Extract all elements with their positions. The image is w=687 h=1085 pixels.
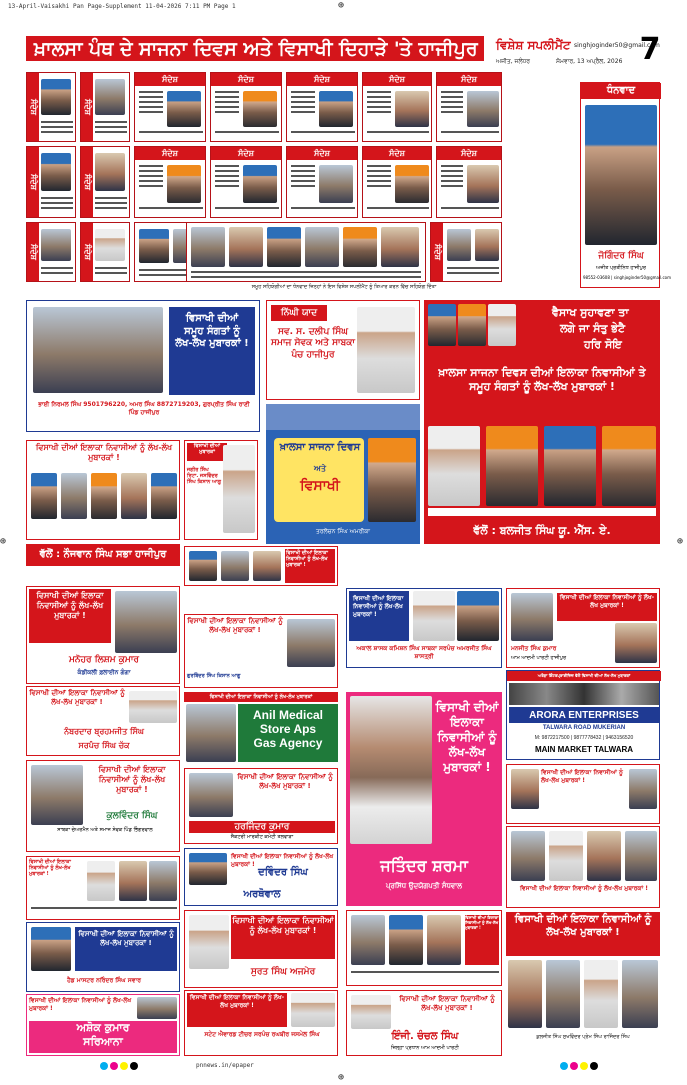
ad7-body: ਵਿਸਾਖੀ ਦੀਆਂ ਇਲਾਕਾ ਨਿਵਾਸੀਆਂ ਨੂੰ ਲੱਖ-ਲੱਖ ਮੁਬਾਰਕਾਂ ! — [29, 589, 111, 643]
ad7-name: ਮਨੋਹਰ ਲਿਸ਼ਮ ਕੁਮਾਰ — [68, 655, 140, 665]
sandesh-card — [134, 146, 206, 218]
ad5-tag: ਵਿਸਾਖੀ ਦੀਆਂ ਮੁਬਾਰਕਾਂ — [187, 443, 227, 461]
sandesh-card — [26, 222, 76, 282]
ad16-name: ਹੈਡ ਮਾਸਟਰ ਨਰਿੰਦਰ ਸਿੰਘ ਸਵਾਰ — [67, 977, 141, 984]
arora-sub: TALWARA ROAD MUKERIAN — [542, 725, 626, 731]
ad21-body: ਵਿਸਾਖੀ ਦੀਆਂ ਇਲਾਕਾ ਨਿਵਾਸੀਆਂ ਨੂੰ ਲੱਖ-ਲੱਖ ਮੁਬਾਰਕਾਂ ! — [506, 912, 660, 956]
ad11-name: ਨੰਬਰਦਾਰ ਬ੍ਰਹਮਜੀਤ ਸਿੰਘ — [64, 727, 144, 736]
ashok-name2: ਸਰਿਆਨਾ — [83, 1035, 123, 1048]
ad3-body: ਖ਼ਾਲਸਾ ਸਾਜਨਾ ਦਿਵਸ ਦੀਆਂ ਇਲਾਕਾ ਨਿਵਾਸੀਆਂ ਤੇ ਸਮੂਹ ਸੰਗਤਾਂ ਨੂੰ ਲੱਖ-ਲੱਖ ਮੁਬਾਰਕਾਂ ! — [438, 366, 646, 393]
sandesh-grid — [26, 72, 502, 298]
ad12-name: ਮਨਜੀਤ ਸਿੰਘ ਕੁਮਾਰ — [511, 645, 557, 652]
ad-gurbinder — [184, 614, 338, 688]
ad19-body: ਵਿਸਾਖੀ ਦੀਆਂ ਇਲਾਕਾ ਨਿਵਾਸੀਆਂ ਨੂੰ ਲੱਖ-ਲੱਖ ਮੁਬਾਰਕਾਂ ! — [187, 993, 287, 1027]
sandesh-vertical-label: ਸੰਦੇਸ਼ — [27, 223, 39, 281]
reporter-photo — [585, 105, 657, 245]
footer-line: pnnews.in/epaper — [196, 1062, 254, 1069]
sandesh-card — [286, 146, 358, 218]
harjinder-name: ਹਰਜਿੰਦਰ ਕੁਮਾਰ — [189, 821, 335, 833]
ad14-body: ਵਿਸਾਖੀ ਦੀਆਂ ਇਲਾਕਾ ਨਿਵਾਸੀਆਂ ਨੂੰ ਲੱਖ-ਲੱਖ ਮੁਬਾਰਕਾਂ ! — [29, 859, 71, 877]
ad16-body: ਵਿਸਾਖੀ ਦੀਆਂ ਇਲਾਕਾ ਨਿਵਾਸੀਆਂ ਨੂੰ ਲੱਖ-ਲੱਖ ਮੁਬਾਰਕਾਂ ! — [75, 927, 177, 971]
registration-mark-icon: ⊕ — [0, 536, 7, 547]
ad12-body: ਵਿਸਾਖੀ ਦੀਆਂ ਇਲਾਕਾ ਨਿਵਾਸੀਆਂ ਨੂੰ ਲੱਖ-ਲੱਖ ਮੁਬਾਰਕਾਂ ! — [557, 593, 657, 621]
ashok-body: ਵਿਸਾਖੀ ਦੀਆਂ ਇਲਾਕਾ ਨਿਵਾਸੀਆਂ ਨੂੰ ਲੱਖ-ਲੱਖ ਮੁਬਾਰਕਾਂ ! — [29, 997, 132, 1012]
ad-chanchal-singh — [346, 990, 502, 1056]
supplement-title: ਵਿਸ਼ੇਸ਼ ਸਪਲੀਮੈਂਟ — [496, 38, 571, 52]
sandesh-vertical-label: ਸੰਦੇਸ਼ — [81, 73, 93, 141]
kuldevinder-body: ਵਿਸਾਖੀ ਦੀਆਂ ਇਲਾਕਾ ਨਿਵਾਸੀਆਂ ਨੂੰ ਲੱਖ-ਲੱਖ ਮੁਬਾਰਕਾਂ ! — [98, 765, 166, 794]
ad1-title: ਵਿਸਾਖੀ ਦੀਆਂ ਸਮੂਹ ਸੰਗਤਾਂ ਨੂੰ ਲੱਖ-ਲੱਖ ਮੁਬਾਰਕਾਂ ! — [169, 307, 255, 395]
arora-address: MAIN MARKET TALWARA — [534, 745, 634, 754]
ad-state-award-teacher — [184, 990, 338, 1056]
ad3-line2: ਲਗੇ ਜਾ ਸੰਤੁ ਭੇਟੈ — [560, 322, 626, 335]
registration-dot-icon — [580, 1062, 588, 1070]
arora-name: ARORA ENTERPRISES — [509, 707, 659, 723]
ad2-body: ਸਵ. ਸ. ਦਲੀਪ ਸਿੰਘ ਸਮਾਜ ਸੇਵਕ ਅਤੇ ਸਾਬਕਾ ਪੰਚ ਹਾਜੀਪੁਰ — [271, 327, 355, 360]
anil-line1: Anil Medical — [252, 708, 323, 722]
ad-vaisakhi-tag — [184, 440, 258, 540]
sandesh-label: ਸੰਦੇਸ਼ — [287, 147, 357, 160]
sandesh-label: ਸੰਦੇਸ਼ — [437, 73, 501, 86]
sandesh-label: ਸੰਦੇਸ਼ — [135, 73, 205, 86]
ad-group-left — [26, 856, 180, 920]
ad3-footer: ਵੱਲੋਂ : ਬਲਜੀਤ ਸਿੰਘ ਯੂ. ਐੱਸ. ਏ. — [473, 524, 611, 537]
ad-davinder — [184, 848, 338, 906]
sandesh-card — [210, 146, 282, 218]
ad-arora-enterprises — [506, 670, 660, 760]
ad-naujawan-sabha — [26, 440, 180, 540]
ad-khalsa-sajna — [266, 404, 420, 544]
ad-group-middle — [346, 910, 502, 986]
ad13-name2: ਅਰਥੋਵਾਲ — [243, 889, 281, 900]
sandesh-label: ਸੰਦੇਸ਼ — [135, 147, 205, 160]
ad12-role: ਆਮ ਆਦਮੀ ਪਾਰਟੀ ਹਾਜੀਪੁਰ — [511, 655, 567, 661]
ad10-names: ਗੁਰਬਿੰਦਰ ਸਿੰਘ ਕਿਸਾਨ ਆਗੂ — [187, 673, 241, 679]
anil-line2: Store Aps — [259, 722, 317, 736]
reporter-contact: 98552-03608 | singhjoginder50@gmail.com — [583, 275, 671, 280]
ad7-role: ਕੰਡੀਕਲੀ ਫ਼ਲਾਈਨ ਗੰਗਾ — [77, 669, 131, 676]
ad6-title: ਖ਼ਾਲਸਾ ਸਾਜਨਾ ਦਿਵਸ — [279, 442, 361, 453]
registration-dot-icon — [560, 1062, 568, 1070]
ad6-footer: ਤਰਲੋਚਨ ਸਿੰਘ ਅਮਰੀਕਾ — [315, 528, 371, 535]
ad15-body: ਵਿਸਾਖੀ ਦੀਆਂ ਇਲਾਕਾ ਨਿਵਾਸੀਆਂ ਨੂੰ ਲੱਖ-ਲੱਖ ਮੁਬਾਰਕਾਂ ! — [519, 885, 649, 892]
ad6-word: ਵਿਸਾਖੀ — [300, 478, 340, 494]
ad4-footer: ਵੱਲੋਂ : ਨੌਜਵਾਨ ਸਿੰਘ ਸਭਾ ਹਾਜੀਪੁਰ — [26, 544, 180, 566]
ashok-name1: ਅਸ਼ੋਕ ਕੁਮਾਰ — [76, 1021, 130, 1034]
registration-dot-icon — [590, 1062, 598, 1070]
sandesh-label: ਸੰਦੇਸ਼ — [287, 73, 357, 86]
ad-vaisakhi-group — [26, 300, 260, 432]
reporter-role: ਅਜੀਤ ਪ੍ਰਤੀਨਿਧ ਹਾਜੀਪੁਰ — [596, 265, 646, 271]
sandesh-card — [362, 72, 432, 142]
ad-narinder-singh — [26, 922, 180, 992]
arora-header: ਅਰੋੜਾ ਇੰਟਰਪ੍ਰਾਈਜ਼ਿਜ਼ ਵੱਲੋਂ ਵਿਸਾਖੀ ਦੀਆਂ ਲੱਖ-ਲੱਖ ਮੁਬਾਰਕਾਂ — [507, 671, 661, 681]
registration-mark-icon: ⊕ — [338, 1072, 345, 1083]
registration-mark-icon: ⊕ — [338, 0, 345, 11]
ad-surat-singh — [184, 910, 338, 988]
ad-right-greeting — [506, 764, 660, 824]
registration-dot-icon — [100, 1062, 108, 1070]
supplement-info — [490, 36, 660, 72]
ad-brahmjit — [26, 686, 180, 756]
ad8-body: ਵਿਸਾਖੀ ਦੀਆਂ ਇਲਾਕਾ ਨਿਵਾਸੀਆਂ ਨੂੰ ਲੱਖ-ਲੱਖ ਮੁਬਾਰਕਾਂ ! — [285, 549, 335, 583]
sandesh-card — [26, 72, 76, 142]
sandesh-vertical-label: ਸੰਦੇਸ਼ — [27, 147, 39, 217]
ad11-role: ਸਰਪੰਚ ਸਿੰਘ ਚੱਕ — [78, 741, 130, 750]
sandesh-card — [210, 72, 282, 142]
anil-box — [238, 704, 338, 762]
registration-dot-icon — [130, 1062, 138, 1070]
dhanvad-box — [580, 82, 671, 288]
ad-jatinder-sharma — [346, 692, 502, 906]
sandesh-card — [80, 146, 130, 218]
ad3-line1: ਵੈਸਾਖ ਸੁਹਾਵਣਾ ਤਾ — [552, 306, 629, 319]
ad1-footer: ਭਾਈ ਨਿਰਮਲ ਸਿੰਘ 9501796220, ਅਮਰ ਸਿੰਘ 8872719203, ਗੁਰਪ੍ਰੀਤ ਸਿੰਘ ਰਾਣੀ ਪਿੰਡ ਹਾਜੀਪੁਰ — [38, 401, 250, 416]
ad9-names: ਅਕਾਲ ਸ਼ਾਸਕ ਕਮਿਸ਼ਨ ਸਿੰਘ ਸਾਬਕਾ ਸਰਪੰਚ ਅਮਰਜੀਤ ਸਿੰਘ ਸ਼ਾਸਤ੍ਰੀ — [356, 645, 492, 660]
page-number: 7 — [639, 32, 661, 67]
sandesh-card — [436, 146, 502, 218]
sandesh-label: ਸੰਦੇਸ਼ — [363, 73, 431, 86]
sandesh-card — [134, 72, 206, 142]
sandesh-card — [26, 146, 76, 218]
issue-date: ਸੋਮਵਾਰ, 13 ਅਪ੍ਰੈਲ, 2026 — [556, 58, 623, 65]
ad-manjit — [506, 588, 660, 668]
ad19-footer: ਸਟੇਟ ਐਵਾਰਡ ਟੀਚਰ ਸਰਪੰਚ ਰਘਬੀਰ ਜਸਮੇਲ ਸਿੰਘ — [204, 1031, 320, 1038]
kuldevinder-role: ਸਾਬਕਾ ਚੇਅਰਮੈਨ ਅਤੇ ਸਮਾਜ ਸੇਵਕ ਪਿੰਡ ਭਿੰਗਰਵਾਲ — [57, 827, 153, 833]
issue-place: ਅਜੀਤ, ਜਲੰਧਰ — [496, 58, 531, 65]
ad-manohar — [26, 586, 180, 684]
sandesh-card — [362, 146, 432, 218]
reporter-email: singhjoginder50@gmail.com — [574, 42, 660, 49]
anil-line3: Gas Agency — [253, 736, 323, 750]
sandesh-label: ਸੰਦੇਸ਼ — [437, 147, 501, 160]
page-headline: ਖ਼ਾਲਸਾ ਪੰਥ ਦੇ ਸਾਜਨਾ ਦਿਵਸ ਅਤੇ ਵਿਸਾਖੀ ਦਿਹਾੜੇ 'ਤੇ ਹਾਜੀਪੁਰ — [34, 37, 478, 60]
ad20-name: ਇੰਜੀ. ਚੰਚਲ ਸਿੰਘ — [391, 1031, 459, 1042]
ad10-body: ਵਿਸਾਖੀ ਦੀਆਂ ਇਲਾਕਾ ਨਿਵਾਸੀਆਂ ਨੂੰ ਲੱਖ-ਲੱਖ ਮੁਬਾਰਕਾਂ ! — [187, 617, 283, 634]
sandesh-label: ਸੰਦੇਸ਼ — [211, 147, 281, 160]
sandesh-label: ਸੰਦੇਸ਼ — [363, 147, 431, 160]
ad21-names: ਕੁਲਜੀਤ ਸਿੰਘ ਸੁਖਵਿੰਦਰ ਪ੍ਰੇਮ ਸਿੰਘ ਰਾਜਿੰਦਰ ਸਿੰਘ — [536, 1034, 630, 1040]
registration-mark-icon: ⊕ — [677, 536, 684, 547]
ad-group-right — [506, 826, 660, 908]
ad13-name1: ਦਵਿੰਦਰ ਸਿੰਘ — [258, 867, 308, 878]
ad-anil-medical — [184, 692, 338, 766]
ad2-tag: ਨਿੱਘੀ ਯਾਦ — [271, 305, 327, 321]
registration-dot-icon — [570, 1062, 578, 1070]
ad9-body: ਵਿਸਾਖੀ ਦੀਆਂ ਇਲਾਕਾ ਨਿਵਾਸੀਆਂ ਨੂੰ ਲੱਖ-ਲੱਖ ਮੁਬਾਰਕਾਂ ! — [349, 591, 409, 641]
jatinder-name: ਜਤਿੰਦਰ ਸ਼ਰਮਾ — [380, 856, 468, 875]
dhanvad-label: ਧੰਨਵਾਦ — [581, 83, 661, 99]
sandesh-label: ਸੰਦੇਸ਼ — [211, 73, 281, 86]
ad17-body: ਵਿਸਾਖੀ ਦੀਆਂ ਇਲਾਕਾ ਨਿਵਾਸੀਆਂ ਨੂੰ ਲੱਖ-ਲੱਖ ਮੁਬਾਰਕਾਂ ! — [465, 915, 499, 965]
ad-ashok-kumar — [26, 994, 180, 1056]
reporter-name: ਜੋਗਿੰਦਰ ਸਿੰਘ — [598, 251, 644, 261]
sandesh-vertical-label: ਸੰਦੇਸ਼ — [431, 223, 443, 281]
arora-phones: M: 9872217500 | 9877778432 | 9463156520 — [534, 735, 634, 741]
slug-line: 13-April-Vaisakhi Pan Page-Supplement 11-04-2026 7:11 PM Page 1 — [8, 3, 236, 10]
harjinder-role: ਸੈਕਟਰੀ ਮਾਰਕੀਟ ਕਮੇਟੀ ਤਲਵਾੜਾ — [230, 834, 294, 840]
ashok-name-box — [29, 1021, 177, 1053]
ad3-line3: ਹਰਿ ਸੋਇ — [584, 338, 622, 351]
ad-kuldevinder — [26, 760, 180, 852]
sandesh-card — [436, 72, 502, 142]
sandesh-vertical-label: ਸੰਦੇਸ਼ — [27, 73, 39, 141]
registration-dot-icon — [110, 1062, 118, 1070]
surat-name: ਸੁਰਤ ਸਿੰਘ ਅਜਮੇਰ — [250, 967, 316, 977]
harjinder-body: ਵਿਸਾਖੀ ਦੀਆਂ ਇਲਾਕਾ ਨਿਵਾਸੀਆਂ ਨੂੰ ਲੱਖ-ਲੱਖ ਮੁਬਾਰਕਾਂ ! — [237, 773, 333, 790]
sandesh-vertical-label: ਸੰਦੇਸ਼ — [81, 147, 93, 217]
anil-header: ਵਿਸਾਖੀ ਦੀਆਂ ਇਲਾਕਾ ਨਿਵਾਸੀਆਂ ਨੂੰ ਲੱਖ-ਲੱਖ ਮੁਬਾਰਕਾਂ — [184, 692, 338, 702]
kuldevinder-name: ਕੁਲਵਿੰਦਰ ਸਿੰਘ — [106, 811, 158, 821]
ad13-body: ਵਿਸਾਖੀ ਦੀਆਂ ਇਲਾਕਾ ਨਿਵਾਸੀਆਂ ਨੂੰ ਲੱਖ-ਲੱਖ ਮੁਬਾਰਕਾਂ ! — [231, 853, 334, 868]
ad-small-photos — [184, 546, 338, 586]
ad-right-bottom — [506, 912, 660, 1050]
thanks-note: ਸਮੂਹ ਸਹਿਯੋਗੀਆਂ ਦਾ ਧੰਨਵਾਦ ਜਿਨ੍ਹਾਂ ਨੇ ਇਸ ਵਿਸ਼ੇਸ਼ ਸਪਲੀਮੈਂਟ ਨੂੰ ਤਿਆਰ ਕਰਨ ਵਿੱਚ ਸਹਿਯੋਗ ਦਿੱਤਾ — [251, 284, 437, 290]
ad12-right-body: ਵਿਸਾਖੀ ਦੀਆਂ ਇਲਾਕਾ ਨਿਵਾਸੀਆਂ ਨੂੰ ਲੱਖ-ਲੱਖ ਮੁਬਾਰਕਾਂ ! — [541, 769, 623, 784]
jatinder-role: ਪ੍ਰਸਿੱਧ ਉਦਯੋਗਪਤੀ ਸੰਧਵਾਲ — [385, 882, 463, 890]
ad4-body: ਵਿਸਾਖੀ ਦੀਆਂ ਇਲਾਕਾ ਨਿਵਾਸੀਆਂ ਨੂੰ ਲੱਖ-ਲੱਖ ਮੁਬਾਰਕਾਂ ! — [35, 443, 173, 462]
sandesh-card — [286, 72, 358, 142]
sandesh-card — [430, 222, 502, 282]
ad-harjinder — [184, 768, 338, 844]
ad-amarjit — [346, 588, 502, 668]
surat-body: ਵਿਸਾਖੀ ਦੀਆਂ ਇਲਾਕਾ ਨਿਵਾਸੀਆਂ ਨੂੰ ਲੱਖ-ਲੱਖ ਮੁਬਾਰਕਾਂ ! — [231, 915, 335, 959]
ad6-sub: ਅਤੇ — [314, 464, 326, 473]
ad-nighi-yaad — [266, 300, 420, 400]
ad20-body: ਵਿਸਾਖੀ ਦੀਆਂ ਇਲਾਕਾ ਨਿਵਾਸੀਆਂ ਨੂੰ ਲੱਖ-ਲੱਖ ਮੁਬਾਰਕਾਂ ! — [399, 995, 495, 1012]
group-photo-card — [186, 222, 426, 282]
registration-dot-icon — [120, 1062, 128, 1070]
ad20-role: ਜ਼ਿਲ੍ਹਾ ਪ੍ਰਧਾਨ ਆਮ ਆਦਮੀ ਪਾਰਟੀ — [391, 1045, 459, 1051]
headline-banner — [26, 36, 484, 61]
ad11-body: ਵਿਸਾਖੀ ਦੀਆਂ ਇਲਾਕਾ ਨਿਵਾਸੀਆਂ ਨੂੰ ਲੱਖ-ਲੱਖ ਮੁਬਾਰਕਾਂ ! — [29, 689, 125, 706]
sandesh-vertical-label: ਸੰਦੇਸ਼ — [81, 223, 93, 281]
jatinder-photo — [350, 696, 432, 844]
jatinder-title: ਵਿਸਾਖੀ ਦੀਆਂ ਇਲਾਕਾ ਨਿਵਾਸੀਆਂ ਨੂੰ ਲੱਖ-ਲੱਖ ਮੁਬਾਰਕਾਂ ! — [435, 700, 499, 774]
ad-baljit-singh — [424, 300, 660, 544]
ad5-names: ਜਗੀਰ ਸਿੰਘ ਰਿਟਾ. ਜਸਵਿੰਦਰ ਸਿੰਘ ਕਿਸਾਨ ਆਗੂ — [187, 467, 221, 485]
sandesh-card — [80, 222, 130, 282]
sandesh-card — [80, 72, 130, 142]
